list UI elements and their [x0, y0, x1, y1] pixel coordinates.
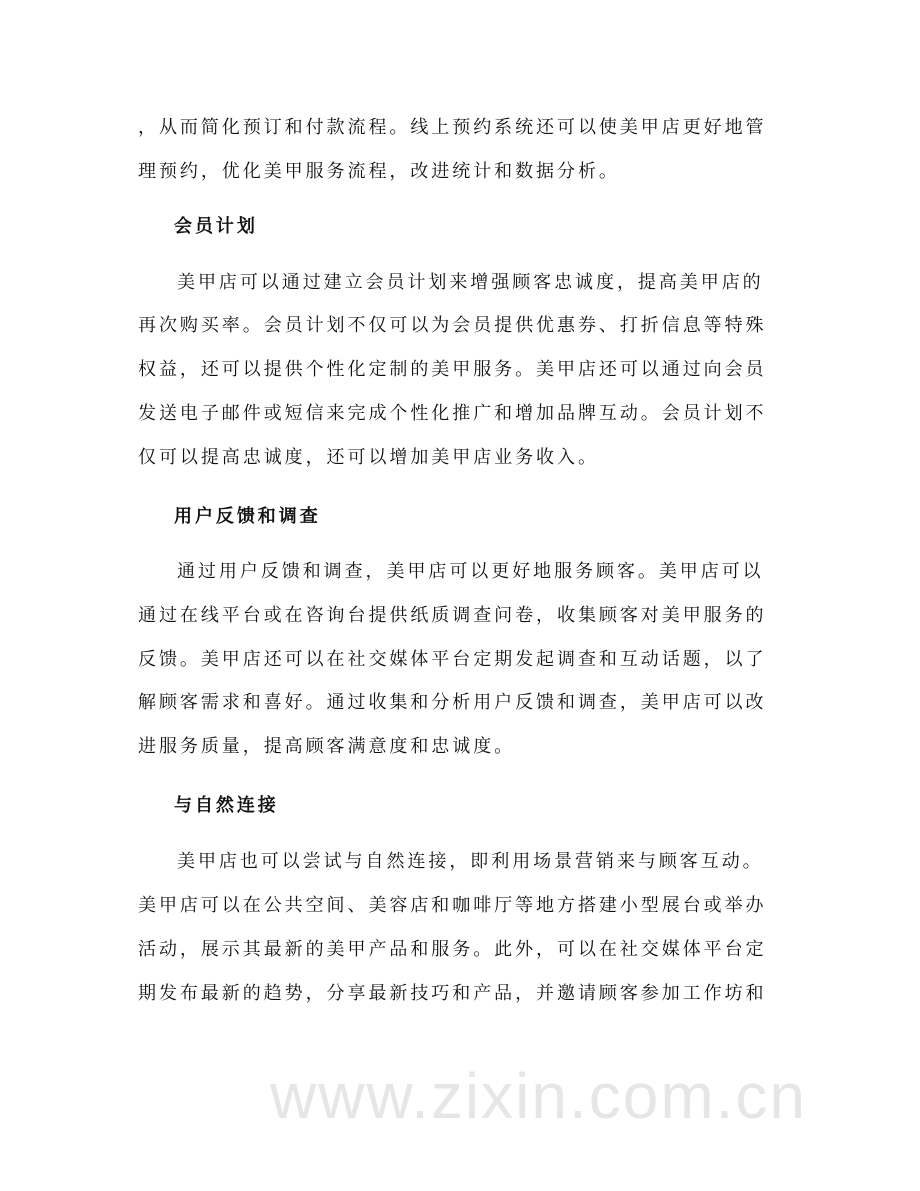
paragraph-line: 解顾客需求和喜好。通过收集和分析用户反馈和调查，美甲店可以改: [138, 692, 767, 713]
paragraph-line: 美甲店也可以尝试与自然连接，即利用场景营销来与顾客互动。: [177, 851, 764, 872]
paragraph-line: 美甲店可以在公共空间、美容店和咖啡厅等地方搭建小型展台或举办: [138, 895, 767, 916]
paragraph-line: 进服务质量，提高顾客满意度和忠诚度。: [138, 736, 516, 757]
paragraph-line: 仅可以提高忠诚度，还可以增加美甲店业务收入。: [138, 447, 599, 468]
paragraph-line: ，从而简化预订和付款流程。线上预约系统还可以使美甲店更好地管: [138, 117, 767, 138]
paragraph-line: 美甲店可以通过建立会员计划来增强顾客忠诚度，提高美甲店的: [177, 272, 764, 293]
paragraph-line: 发送电子邮件或短信来完成个性化推广和增加品牌互动。会员计划不: [138, 403, 767, 424]
paragraph-line: 通过在线平台或在咨询台提供纸质调查问卷，收集顾客对美甲服务的: [138, 605, 767, 626]
paragraph-line: 通过用户反馈和调查，美甲店可以更好地服务顾客。美甲店可以: [177, 561, 764, 582]
paragraph-line: 期发布最新的趋势，分享最新技巧和产品，并邀请顾客参加工作坊和: [138, 983, 767, 1004]
paragraph-line: 反馈。美甲店还可以在社交媒体平台定期发起调查和互动话题，以了: [138, 649, 767, 670]
section-heading: 会员计划: [174, 216, 258, 237]
paragraph-line: 活动，展示其最新的美甲产品和服务。此外，可以在社交媒体平台定: [138, 939, 767, 960]
section-heading: 用户反馈和调查: [174, 506, 321, 527]
paragraph-line: 再次购买率。会员计划不仅可以为会员提供优惠券、打折信息等特殊: [138, 315, 767, 336]
watermark: www.zixin.com.cn: [270, 1060, 807, 1132]
paragraph-line: 理预约，优化美甲服务流程，改进统计和数据分析。: [138, 161, 620, 182]
paragraph-line: 权益，还可以提供个性化定制的美甲服务。美甲店还可以通过向会员: [138, 359, 767, 380]
section-heading: 与自然连接: [174, 795, 279, 816]
